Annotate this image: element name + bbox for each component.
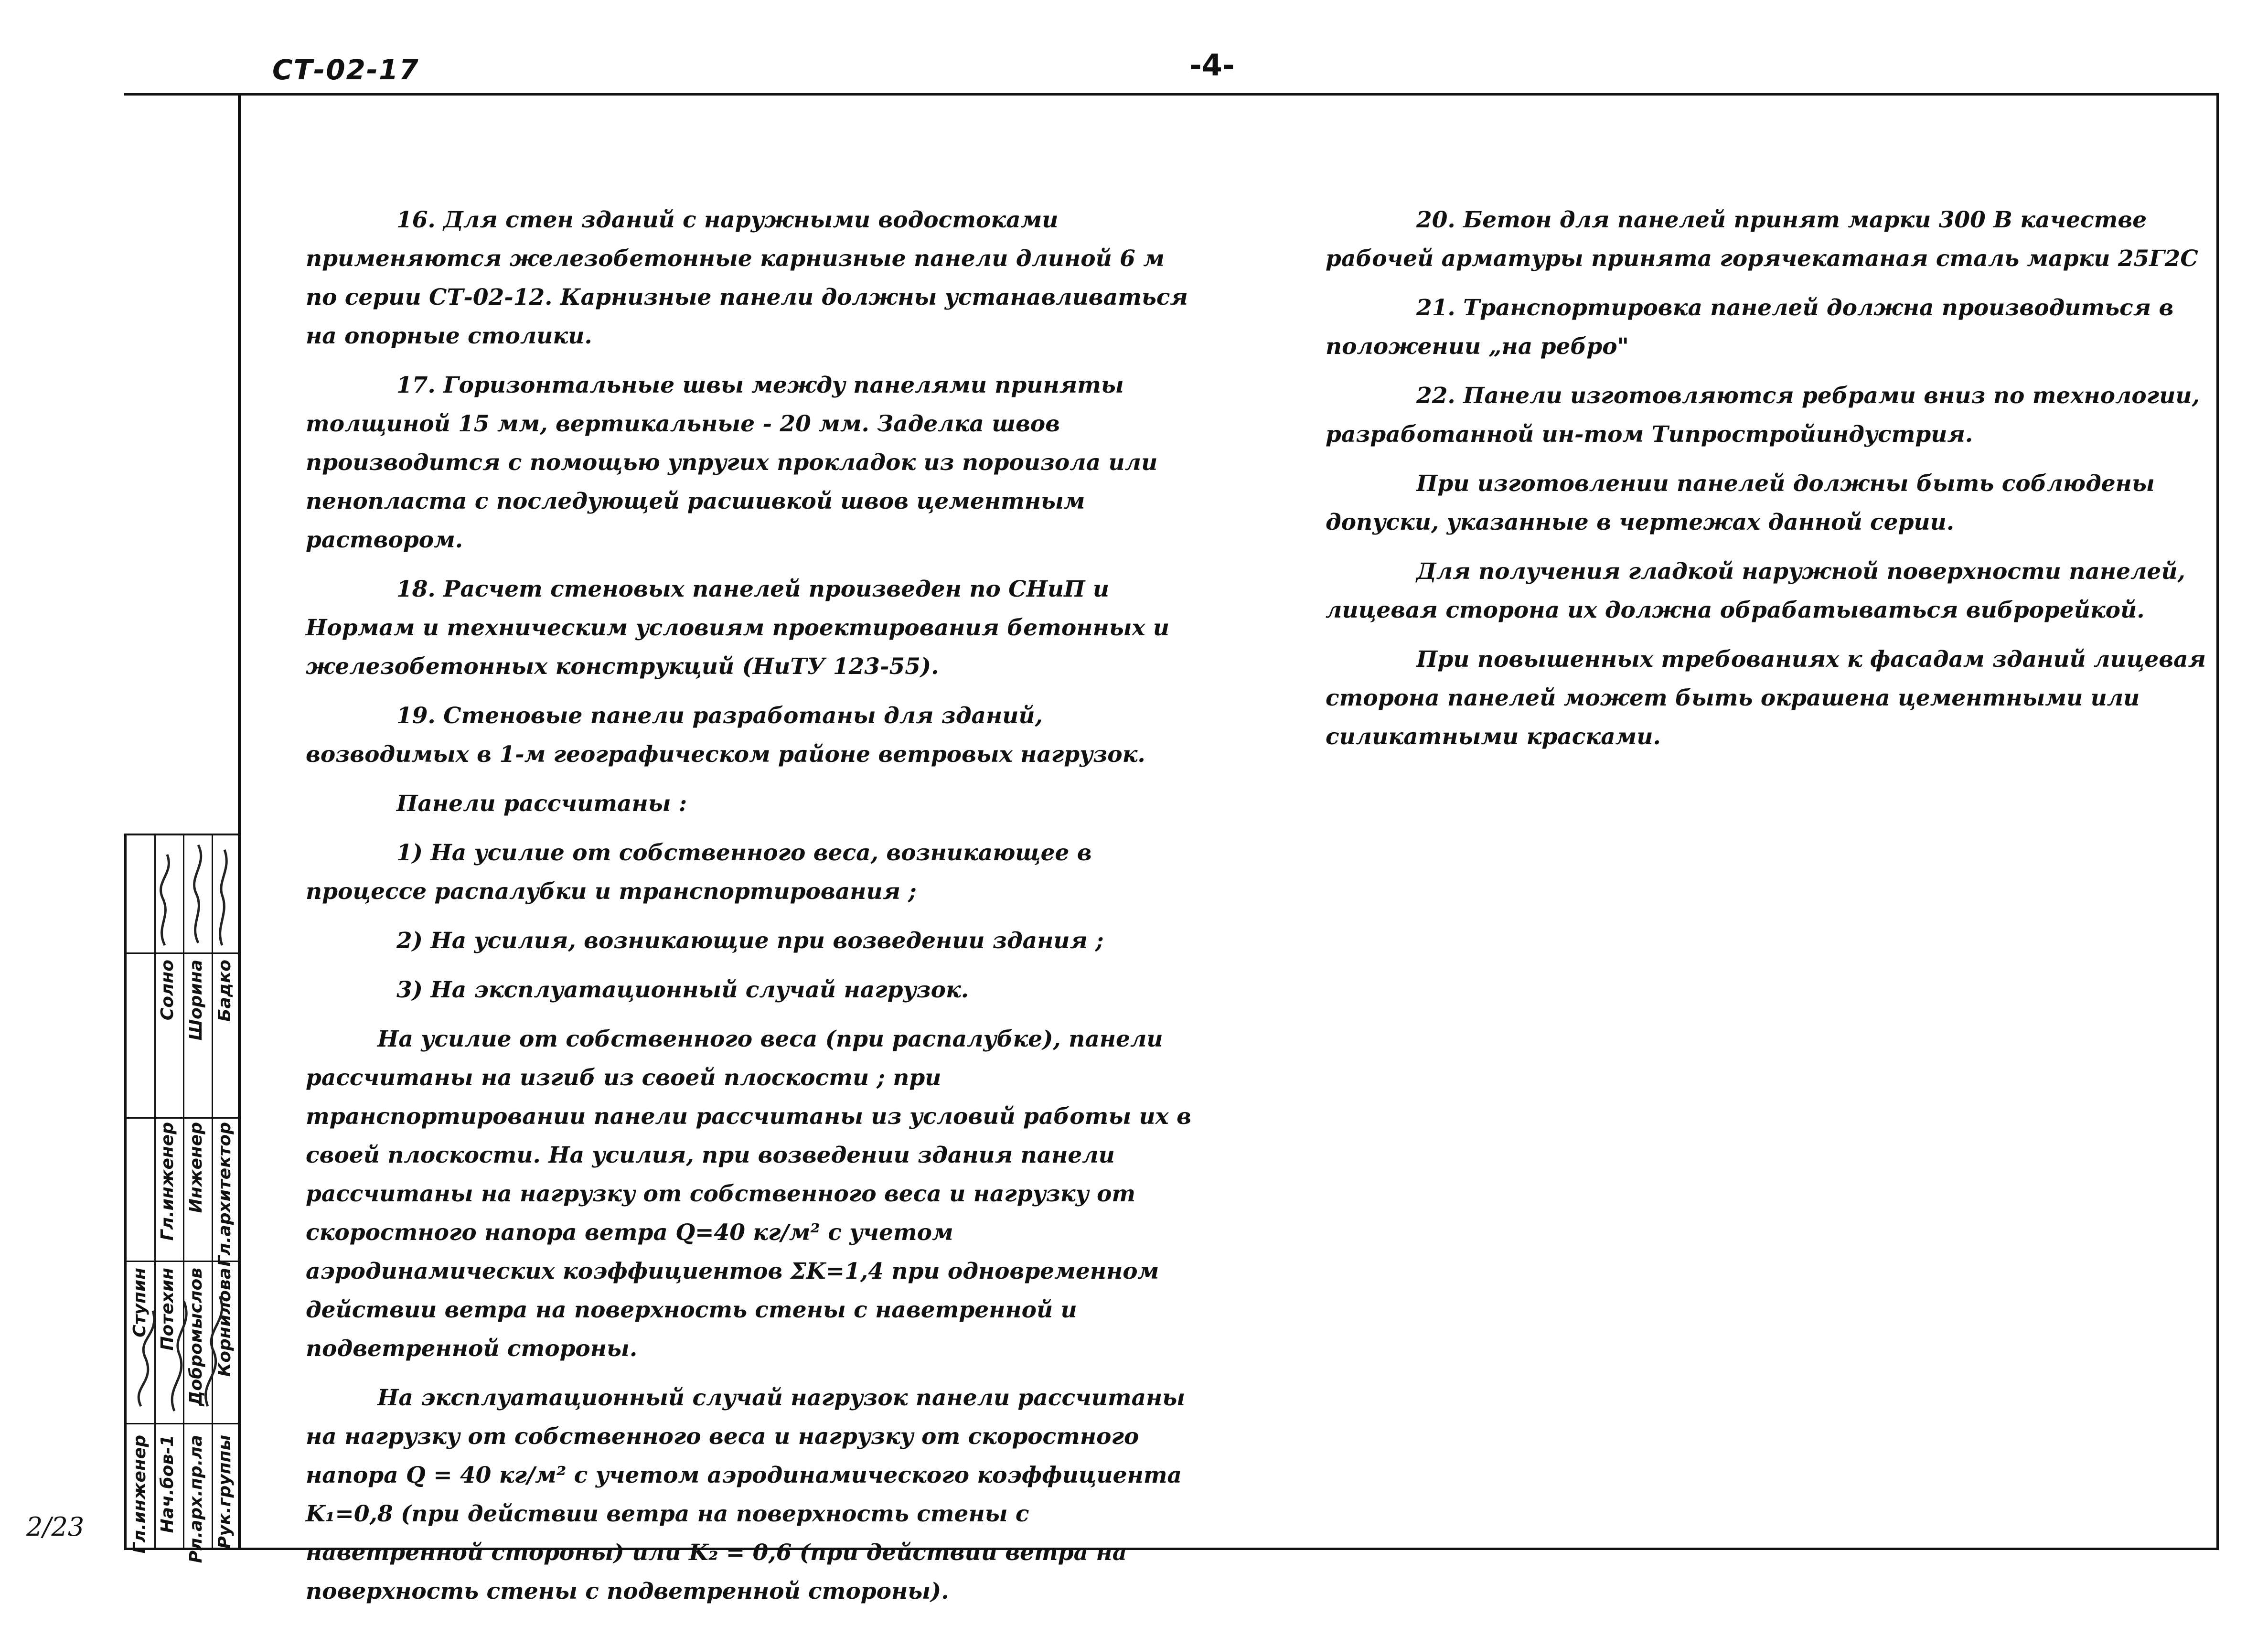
title-block — [124, 834, 238, 1563]
paragraph: На эксплуатационный случай нагрузок панели рассчитаны на нагрузку от собственного веса и нагрузку от скоростного напора Q = 40 кг/м² с учетом аэродинамического коэффициента K₁=0,8 (при действии ветра на поверхность стены с наветренной стороны) или K₂ = 0,6 (при действии ветра на поверхность стены с подветренной стороны). — [306, 1385, 1186, 1604]
paragraph: 21. Транспортировка панелей должна производиться в положении „на ребро" — [1326, 295, 2174, 360]
title-block-divider — [127, 952, 238, 954]
title-block-position: Гл.инженер — [130, 1435, 150, 1554]
paragraph: 16. Для стен зданий с наружными водостоками применяются железобетонные карнизные панели длиной 6 м по серии СТ-02-12. Карнизные панели должны устанавливаться на опорные столики. — [306, 207, 1188, 349]
list-item: 2) На усилия, возникающие при возведении здания ; — [396, 928, 1104, 954]
signature-image — [127, 835, 240, 950]
title-block-name: Шорина — [186, 960, 206, 1041]
list-item: 1) На усилие от собственного веса, возникающее в процессе распалубки и транспортирования ; — [306, 840, 1092, 905]
title-block-name: Ступин — [130, 1268, 150, 1337]
paragraph: Панели рассчитаны : — [396, 791, 687, 817]
document-code: СТ-02-17 — [272, 53, 419, 86]
paragraph: 19. Стеновые панели разработаны для зданий, возводимых в 1-м географическом районе ветровых нагрузок. — [306, 703, 1145, 768]
title-block-position: Гл.инженер — [158, 1122, 177, 1241]
paragraph: При повышенных требованиях к фасадам зданий лицевая сторона панелей может быть окрашена цементными или силикатными красками. — [1326, 646, 2206, 750]
right-text-column — [1326, 201, 2221, 767]
left-text-column — [306, 201, 1194, 1621]
paragraph: При изготовлении панелей должны быть соблюдены допуски, указанные в чертежах данной серии. — [1326, 470, 2155, 535]
page-number: -4- — [1189, 48, 1235, 83]
title-block-name: Бадко — [215, 960, 235, 1022]
title-block-name: Потехин — [158, 1268, 177, 1351]
sheet-id: 2/23 — [26, 1512, 85, 1542]
paragraph: 22. Панели изготовляются ребрами вниз по технологии, разработанной ин-том Типростройиндустрия. — [1326, 383, 2200, 448]
title-block-position: Рук.группы — [215, 1435, 235, 1549]
paragraph: 17. Горизонтальные швы между панелями приняты толщиной 15 мм, вертикальные - 20 мм. Заделка швов производится с помощью упругих прокладок из пороизола или пенопласта с последующей расшивкой швов цементным раствором. — [306, 372, 1158, 553]
title-block-name: Солно — [158, 960, 177, 1021]
signature-image — [127, 1263, 240, 1421]
paragraph: 20. Бетон для панелей принят марки 300 В качестве рабочей арматуры принята горячекатаная сталь марки 25Г2С — [1326, 207, 2198, 272]
title-block-position: Инженер — [186, 1122, 206, 1213]
paragraph: Для получения гладкой наружной поверхности панелей, лицевая сторона их должна обрабатываться виброрейкой. — [1326, 558, 2185, 623]
paragraph: На усилие от собственного веса (при распалубке), панели рассчитаны на изгиб из своей плоскости ; при транспортировании панели рассчитаны из условий работы их в своей плоскости. На усилия, при возведении здания панели рассчитаны на нагрузку от собственного веса и нагрузку от скоростного напора ветра Q=40 кг/м² с учетом аэродинамических коэффициентов ΣK=1,4 при одновременном действии ветра на поверхность стены с наветренной и подветренной стороны. — [306, 1026, 1191, 1362]
title-block-position: Рл.арх.пр.ла — [186, 1435, 206, 1563]
title-block-position: Гл.архитектор — [215, 1122, 235, 1267]
title-block-position: Нач.бов-1 — [158, 1435, 177, 1533]
title-block-divider — [127, 1117, 238, 1119]
paragraph: 18. Расчет стеновых панелей произведен по СНиП и Нормам и техническим условиям проектирования бетонных и железобетонных конструкций (НиТУ 123-55). — [306, 576, 1170, 680]
title-block-name: Добромыслов — [186, 1268, 206, 1406]
title-block-divider — [127, 1423, 238, 1424]
list-item: 3) На эксплуатационный случай нагрузок. — [396, 977, 969, 1003]
title-block-name: Корнилова — [215, 1268, 235, 1377]
